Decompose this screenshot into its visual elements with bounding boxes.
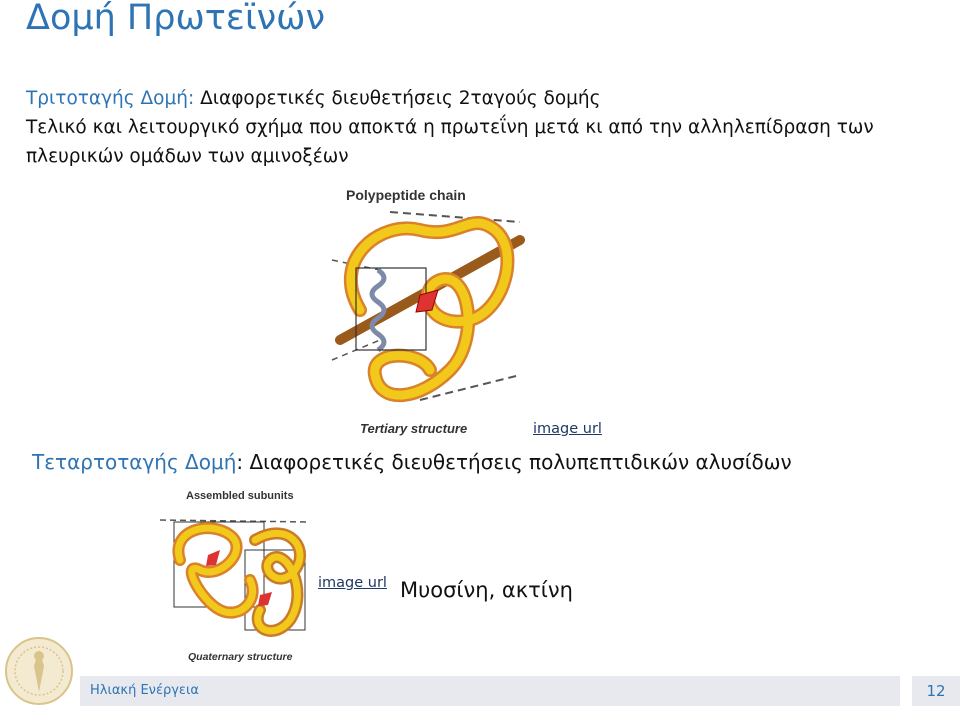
tertiary-desc: Διαφορετικές διευθετήσεις 2ταγούς δομής [194, 88, 601, 109]
page-number-box [912, 676, 960, 706]
quaternary-image-link[interactable]: image url [318, 575, 387, 591]
slide-title: Δομή Πρωτεϊνών [26, 0, 326, 38]
quaternary-heading: Τεταρτοταγής Δομή [32, 450, 237, 474]
tertiary-figure-top-label: Polypeptide chain [346, 187, 466, 203]
quaternary-caption: Μυοσίνη, ακτίνη [400, 578, 573, 602]
tertiary-heading: Τριτοταγής Δομή: [26, 88, 195, 109]
tertiary-image-link[interactable]: image url [533, 421, 602, 437]
quaternary-figure-top-label: Assembled subunits [186, 490, 294, 502]
footer-course-title: Ηλιακή Ενέργεια [90, 683, 199, 698]
tertiary-structure-figure [320, 200, 540, 430]
tertiary-line-2: Τελικό και λειτουργικό σχήμα που αποκτά η πρωτεΐνη μετά κι από την αλληλεπίδραση των [26, 117, 874, 138]
tertiary-figure-bottom-label: Tertiary structure [360, 421, 468, 436]
quaternary-line [32, 450, 792, 474]
footer-bar [80, 676, 900, 706]
university-seal-icon [4, 636, 74, 706]
tertiary-line-1 [26, 88, 601, 109]
page-number: 12 [926, 682, 946, 700]
quaternary-figure-bottom-label: Quaternary structure [188, 651, 293, 663]
quaternary-structure-figure [160, 510, 320, 650]
quaternary-desc: : Διαφορετικές διευθετήσεις πολυπεπτιδικών αλυσίδων [236, 450, 792, 474]
tertiary-line-3: πλευρικών ομάδων των αμινοξέων [26, 146, 349, 167]
